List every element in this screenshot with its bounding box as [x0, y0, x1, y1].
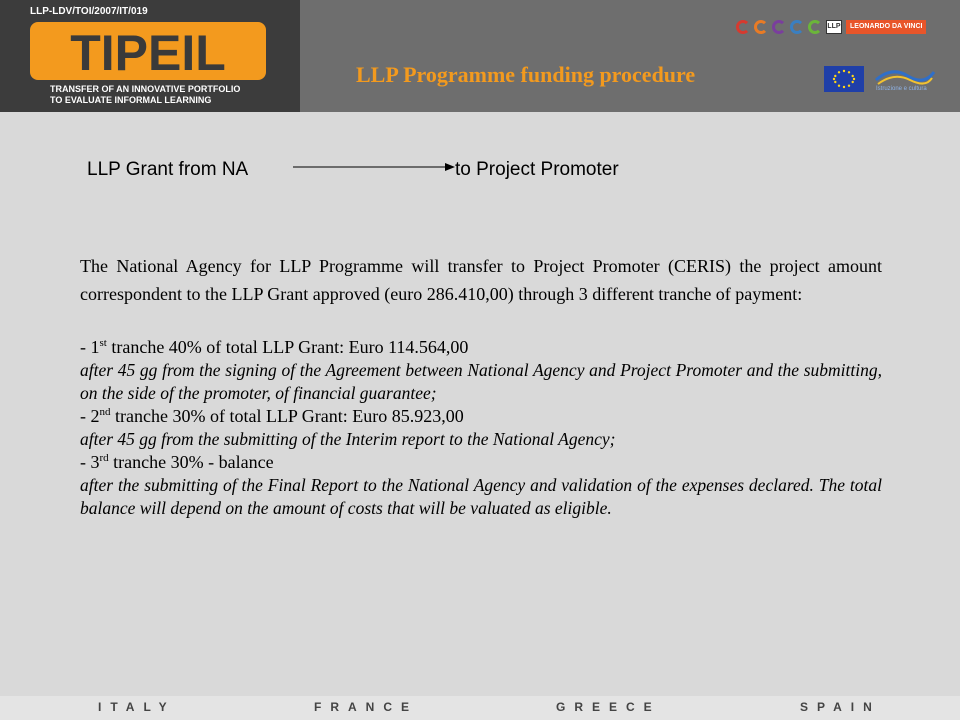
tagline-line-2: TO EVALUATE INFORMAL LEARNING: [50, 95, 212, 105]
swirl-blue-icon: [790, 20, 804, 34]
page-title: LLP Programme funding procedure: [356, 62, 696, 87]
tranche-2-condition: after 45 gg from the submitting of the Interim report to the National Agency;: [80, 429, 616, 449]
swirl-orange-icon: [754, 20, 768, 34]
logo-text: TIPEIL: [70, 25, 226, 80]
footer-bar: [0, 696, 960, 720]
education-culture-label: Istruzione e cultura: [876, 86, 927, 92]
project-code: LLP-LDV/TOI/2007/IT/019: [30, 6, 148, 17]
country-greece: GREECE: [556, 700, 661, 714]
country-france: FRANCE: [314, 700, 418, 714]
swirl-purple-icon: [772, 20, 786, 34]
flow-source: LLP Grant from NA: [87, 159, 249, 180]
swirl-green-icon: [808, 20, 822, 34]
tranche-3-condition: after the submitting of the Final Report to the National Agency and validation of the expenses declared. The total balance will depend on the amount of costs that will be valuated as eligible.: [80, 475, 882, 518]
tipeil-logo: [30, 22, 266, 80]
arrow-right-icon: [293, 161, 455, 175]
grant-flow: [87, 159, 687, 183]
leonardo-da-vinci-badge: LEONARDO DA VINCI: [846, 20, 926, 34]
project-tagline: [50, 84, 240, 106]
tranche-1-condition: after 45 gg from the signing of the Agreement between National Agency and Project Promoter and the submitting, on the side of the promoter, of financial guarantee;: [80, 360, 882, 403]
country-italy: ITALY: [98, 700, 176, 714]
tagline-line-1: TRANSFER OF AN INNOVATIVE PORTFOLIO: [50, 84, 241, 94]
tranche-2: - 2nd tranche 30% of total LLP Grant: Euro 85.923,00: [80, 406, 464, 426]
project-logo-block: [0, 0, 300, 112]
funding-description: [80, 252, 882, 520]
partner-logos: [736, 20, 926, 34]
eu-flag-icon: [824, 66, 864, 92]
header-bar: [0, 0, 960, 112]
tranche-1: - 1st tranche 40% of total LLP Grant: Euro 114.564,00: [80, 337, 469, 357]
llp-badge: LLP: [826, 20, 842, 34]
country-spain: SPAIN: [800, 700, 881, 714]
intro-paragraph: The National Agency for LLP Programme will transfer to Project Promoter (CERIS) the project amount correspondent to the LLP Grant approved (euro 286.410,00) through 3 different tranche of payment:: [80, 256, 882, 304]
tranche-3: - 3rd tranche 30% - balance: [80, 452, 274, 472]
flow-target: to Project Promoter: [455, 159, 619, 180]
swirl-red-icon: [736, 20, 750, 34]
